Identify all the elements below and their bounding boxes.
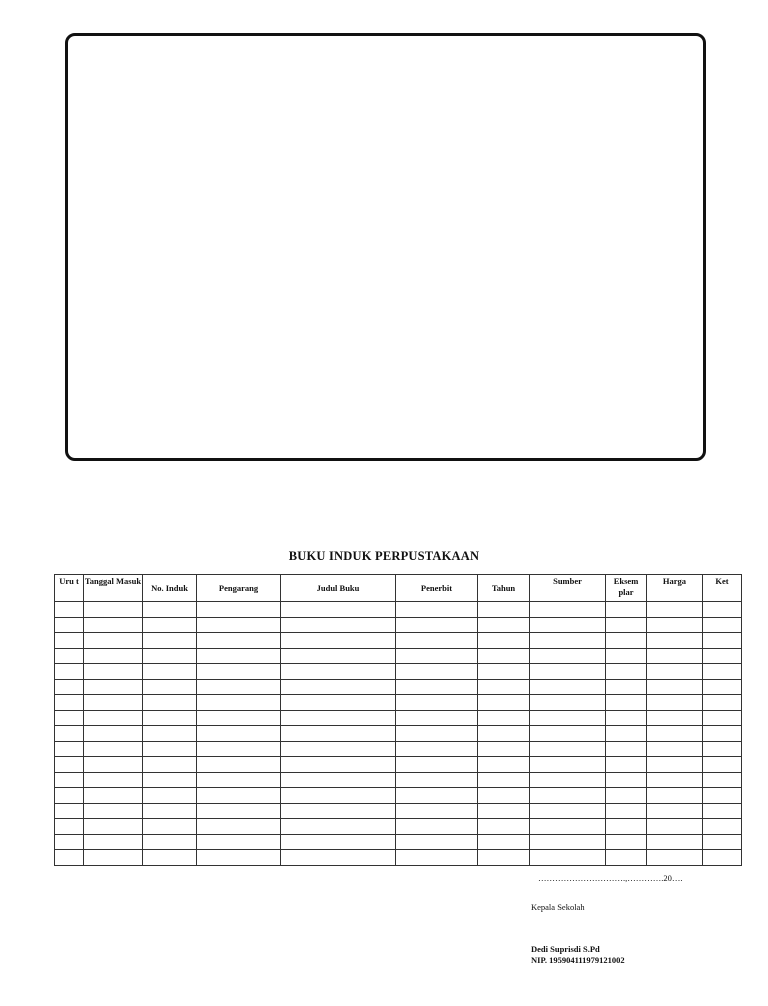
table-cell (606, 602, 647, 618)
table-cell (478, 850, 530, 866)
table-cell (703, 710, 742, 726)
table-cell (197, 617, 281, 633)
table-cell (396, 741, 478, 757)
table-cell (143, 695, 197, 711)
table-cell (530, 772, 606, 788)
table-cell (197, 633, 281, 649)
document-title: BUKU INDUK PERPUSTAKAAN (288, 549, 480, 563)
table-cell (55, 850, 84, 866)
table-cell (197, 695, 281, 711)
table-cell (647, 617, 703, 633)
column-header-tanggal-masuk: Tanggal Masuk (84, 575, 143, 602)
table-cell (197, 726, 281, 742)
table-cell (530, 617, 606, 633)
table-cell (281, 803, 396, 819)
table-cell (55, 617, 84, 633)
table-row (55, 664, 742, 680)
table-cell (143, 819, 197, 835)
table-cell (84, 633, 143, 649)
table-cell (143, 726, 197, 742)
date-line: ………………………….,………….20…. (538, 873, 683, 883)
table-cell (703, 695, 742, 711)
table-cell (143, 602, 197, 618)
table-cell (281, 834, 396, 850)
table-cell (703, 648, 742, 664)
table-cell (530, 710, 606, 726)
table-cell (281, 633, 396, 649)
table-cell (143, 834, 197, 850)
column-header-no-induk: No. Induk (143, 575, 197, 602)
table-cell (530, 695, 606, 711)
table-cell (281, 726, 396, 742)
table-cell (197, 710, 281, 726)
table-cell (530, 757, 606, 773)
table-cell (478, 834, 530, 850)
table-cell (197, 757, 281, 773)
table-cell (55, 633, 84, 649)
table-cell (606, 617, 647, 633)
table-row (55, 633, 742, 649)
table-cell (530, 803, 606, 819)
table-cell (143, 772, 197, 788)
table-row (55, 803, 742, 819)
table-cell (647, 695, 703, 711)
table-cell (55, 679, 84, 695)
table-cell (143, 679, 197, 695)
table-cell (478, 741, 530, 757)
table-cell (606, 695, 647, 711)
table-cell (703, 819, 742, 835)
table-row (55, 741, 742, 757)
table-row (55, 695, 742, 711)
table-cell (197, 850, 281, 866)
table-cell (647, 664, 703, 680)
table-cell (530, 819, 606, 835)
table-cell (143, 757, 197, 773)
table-cell (143, 648, 197, 664)
table-cell (55, 726, 84, 742)
table-cell (281, 772, 396, 788)
table-row (55, 648, 742, 664)
table-cell (478, 726, 530, 742)
table-cell (606, 772, 647, 788)
table-cell (55, 695, 84, 711)
table-cell (647, 757, 703, 773)
table-cell (478, 788, 530, 804)
table-cell (647, 788, 703, 804)
table-row (55, 710, 742, 726)
table-cell (478, 772, 530, 788)
table-cell (396, 664, 478, 680)
table-cell (647, 710, 703, 726)
table-cell (606, 726, 647, 742)
table-cell (647, 803, 703, 819)
column-header-penerbit: Penerbit (396, 575, 478, 602)
table-cell (647, 726, 703, 742)
table-cell (55, 757, 84, 773)
table-cell (396, 772, 478, 788)
table-cell (197, 788, 281, 804)
table-cell (703, 834, 742, 850)
table-cell (478, 664, 530, 680)
table-cell (281, 741, 396, 757)
table-cell (281, 664, 396, 680)
table-cell (84, 803, 143, 819)
table-cell (281, 617, 396, 633)
table-cell (143, 850, 197, 866)
table-cell (703, 679, 742, 695)
table-cell (396, 834, 478, 850)
signatory-name: Dedi Suprisdi S.Pd (531, 944, 600, 954)
table-cell (703, 664, 742, 680)
table-row (55, 834, 742, 850)
table-cell (606, 757, 647, 773)
table-cell (606, 834, 647, 850)
table-cell (703, 788, 742, 804)
table-cell (84, 648, 143, 664)
column-header-urut: Uru t (55, 575, 84, 602)
table-cell (197, 602, 281, 618)
table-cell (703, 726, 742, 742)
table-cell (143, 788, 197, 804)
table-cell (281, 819, 396, 835)
table-cell (281, 788, 396, 804)
table-cell (281, 602, 396, 618)
column-header-tahun: Tahun (478, 575, 530, 602)
table-cell (606, 819, 647, 835)
table-cell (530, 834, 606, 850)
table-cell (281, 648, 396, 664)
table-cell (84, 726, 143, 742)
table-cell (396, 648, 478, 664)
table-cell (396, 617, 478, 633)
table-row (55, 819, 742, 835)
table-cell (606, 788, 647, 804)
column-header-harga: Harga (647, 575, 703, 602)
table-cell (530, 788, 606, 804)
book-register-table (54, 574, 742, 866)
table-cell (606, 741, 647, 757)
table-row (55, 726, 742, 742)
column-header-ket: Ket (703, 575, 742, 602)
table-cell (530, 633, 606, 649)
table-cell (55, 602, 84, 618)
table-cell (197, 679, 281, 695)
column-header-pengarang: Pengarang (197, 575, 281, 602)
table-cell (606, 664, 647, 680)
table-cell (143, 710, 197, 726)
column-header-judul-buku: Judul Buku (281, 575, 396, 602)
table-cell (396, 757, 478, 773)
table-body (55, 602, 742, 866)
table-cell (647, 819, 703, 835)
table-cell (84, 819, 143, 835)
table-cell (606, 710, 647, 726)
table-cell (143, 664, 197, 680)
table-row (55, 757, 742, 773)
table-cell (197, 648, 281, 664)
table-cell (396, 710, 478, 726)
table-cell (55, 710, 84, 726)
table-cell (84, 664, 143, 680)
table-cell (143, 803, 197, 819)
table-cell (281, 695, 396, 711)
table-row (55, 772, 742, 788)
table-cell (478, 710, 530, 726)
signatory-role: Kepala Sekolah (531, 902, 585, 912)
table-cell (606, 803, 647, 819)
table-cell (396, 633, 478, 649)
table-cell (55, 772, 84, 788)
table-cell (530, 648, 606, 664)
table-cell (197, 834, 281, 850)
table-cell (606, 648, 647, 664)
table-row (55, 788, 742, 804)
table-cell (530, 741, 606, 757)
table-cell (84, 679, 143, 695)
table-cell (84, 710, 143, 726)
table-cell (197, 803, 281, 819)
table-cell (84, 850, 143, 866)
table-cell (281, 850, 396, 866)
table-cell (281, 757, 396, 773)
table-cell (143, 741, 197, 757)
table-cell (703, 617, 742, 633)
table-cell (530, 664, 606, 680)
table-cell (396, 803, 478, 819)
table-row (55, 679, 742, 695)
table-cell (84, 788, 143, 804)
table-cell (606, 679, 647, 695)
table-cell (55, 788, 84, 804)
column-header-eksemplar: Eksem plar (606, 575, 647, 602)
column-header-sumber: Sumber (530, 575, 606, 602)
table-cell (647, 850, 703, 866)
table-cell (396, 679, 478, 695)
table-cell (396, 726, 478, 742)
table-cell (606, 850, 647, 866)
table-cell (703, 803, 742, 819)
table-cell (478, 679, 530, 695)
table-cell (478, 602, 530, 618)
table-cell (197, 819, 281, 835)
table-cell (84, 617, 143, 633)
table-cell (530, 679, 606, 695)
table-cell (478, 757, 530, 773)
table-cell (396, 788, 478, 804)
table-cell (478, 648, 530, 664)
table-cell (84, 602, 143, 618)
table-cell (647, 602, 703, 618)
table-cell (703, 772, 742, 788)
table-cell (197, 772, 281, 788)
table-cell (55, 664, 84, 680)
table-cell (143, 617, 197, 633)
table-cell (530, 726, 606, 742)
table-cell (84, 757, 143, 773)
table-row (55, 850, 742, 866)
signatory-nip: NIP. 195904111979121002 (531, 955, 625, 965)
table-cell (530, 850, 606, 866)
table-cell (703, 602, 742, 618)
table-cell (647, 679, 703, 695)
table-cell (396, 602, 478, 618)
table-cell (84, 772, 143, 788)
table-cell (84, 741, 143, 757)
table-cell (55, 741, 84, 757)
table-cell (281, 679, 396, 695)
table-cell (197, 741, 281, 757)
table-cell (478, 819, 530, 835)
table-cell (396, 695, 478, 711)
table-cell (647, 772, 703, 788)
table-cell (478, 695, 530, 711)
table-cell (55, 803, 84, 819)
table-cell (143, 633, 197, 649)
table-cell (197, 664, 281, 680)
table-row (55, 617, 742, 633)
table-row (55, 602, 742, 618)
table-cell (530, 602, 606, 618)
table-cell (606, 633, 647, 649)
table-cell (703, 633, 742, 649)
table-cell (84, 695, 143, 711)
table-cell (703, 741, 742, 757)
table-cell (703, 757, 742, 773)
table-cell (478, 633, 530, 649)
cover-frame (65, 33, 706, 461)
table-cell (84, 834, 143, 850)
table-cell (55, 819, 84, 835)
table-cell (703, 850, 742, 866)
table-cell (478, 617, 530, 633)
table-cell (647, 741, 703, 757)
table-cell (647, 834, 703, 850)
table-cell (647, 633, 703, 649)
table-cell (55, 648, 84, 664)
table-cell (55, 834, 84, 850)
table-cell (281, 710, 396, 726)
table-cell (478, 803, 530, 819)
table-header-row (55, 575, 742, 602)
table-cell (647, 648, 703, 664)
table-cell (396, 850, 478, 866)
table-cell (396, 819, 478, 835)
